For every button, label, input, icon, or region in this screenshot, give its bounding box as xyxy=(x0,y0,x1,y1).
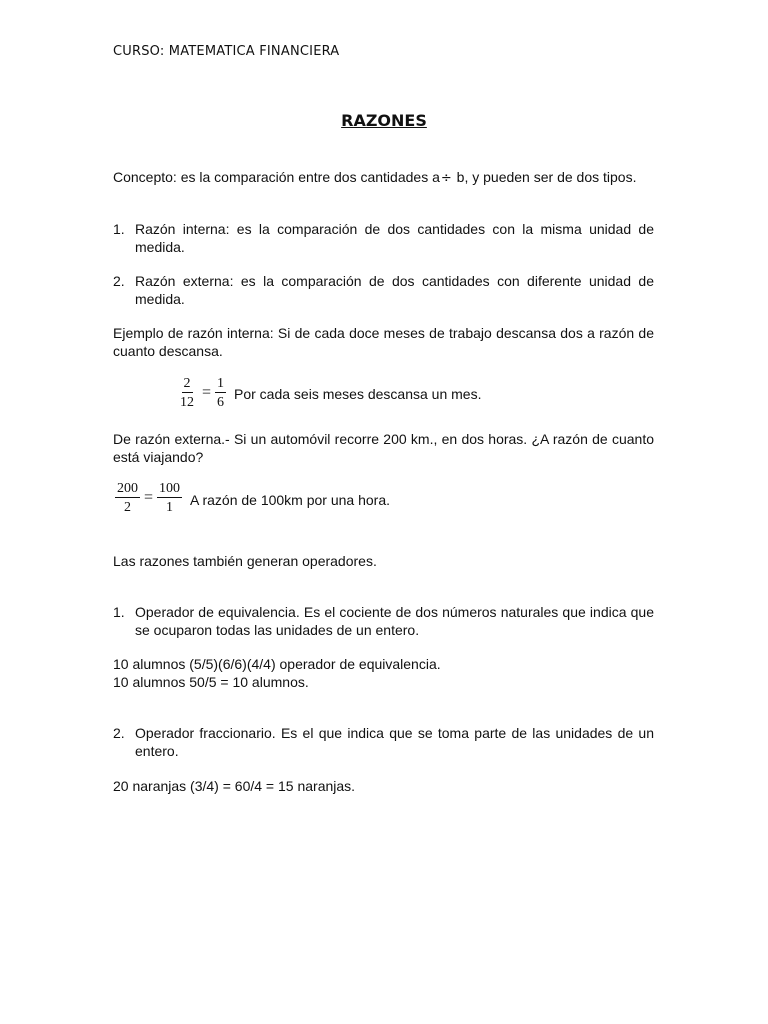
operators-intro: Las razones también generan operadores. xyxy=(113,553,377,569)
equals-sign: = xyxy=(144,489,154,506)
list-item-fraction-operator xyxy=(113,724,654,760)
fraction-2-12 xyxy=(180,376,194,410)
equivalence-example-2: 10 alumnos 50/5 = 10 alumnos. xyxy=(113,674,309,690)
denominator: 12 xyxy=(180,395,194,410)
fraction-1-6 xyxy=(215,376,226,410)
numerator: 100 xyxy=(159,481,180,496)
concept-text-1: Concepto: es la comparación entre dos cantidades a xyxy=(113,169,440,185)
numerator: 200 xyxy=(117,481,138,496)
external-example-intro: De razón externa.- Si un automóvil recorre 200 km., en dos horas. ¿A razón de cuanto está viajando? xyxy=(113,431,654,465)
list-item-text: Razón externa: es la comparación de dos cantidades con diferente unidad de medida. xyxy=(135,273,654,307)
denominator: 1 xyxy=(166,500,173,515)
list-item-text: Operador de equivalencia. Es el cociente de dos números naturales que indica que se ocuparon todas las unidades de un entero. xyxy=(135,604,654,638)
concept-text-2: b, y pueden ser de dos tipos. xyxy=(452,169,637,185)
page-title: RAZONES xyxy=(341,111,427,130)
list-number: 1. xyxy=(113,221,125,237)
denominator: 2 xyxy=(124,500,131,515)
course-header: CURSO: MATEMATICA FINANCIERA xyxy=(113,44,340,59)
fraction-100-1 xyxy=(157,481,182,515)
internal-example-intro: Ejemplo de razón interna: Si de cada doce meses de trabajo descansa dos a razón de cuanto descansa. xyxy=(113,325,654,359)
equals-sign: = xyxy=(202,384,212,401)
equivalence-example-1: 10 alumnos (5/5)(6/6)(4/4) operador de equivalencia. xyxy=(113,656,441,672)
list-item-text: Razón interna: es la comparación de dos cantidades con la misma unidad de medida. xyxy=(135,221,654,255)
list-number: 2. xyxy=(113,725,125,741)
list-item-internal-ratio xyxy=(113,220,654,256)
internal-example-caption: Por cada seis meses descansa un mes. xyxy=(234,386,482,402)
division-symbol: ÷ xyxy=(440,171,452,186)
list-number: 1. xyxy=(113,604,125,620)
numerator: 2 xyxy=(183,376,191,391)
external-example-caption: A razón de 100km por una hora. xyxy=(190,492,391,508)
list-item-external-ratio xyxy=(113,272,654,308)
fraction-operator-example: 20 naranjas (3/4) = 60/4 = 15 naranjas. xyxy=(113,778,356,794)
list-item-text: Operador fraccionario. Es el que indica que se toma parte de las unidades de un entero. xyxy=(135,725,654,759)
list-number: 2. xyxy=(113,273,125,289)
concept-paragraph xyxy=(113,168,654,188)
fraction-200-2 xyxy=(115,481,140,515)
list-item-equivalence-operator xyxy=(113,603,654,639)
numerator: 1 xyxy=(217,376,224,391)
denominator: 6 xyxy=(217,395,224,410)
